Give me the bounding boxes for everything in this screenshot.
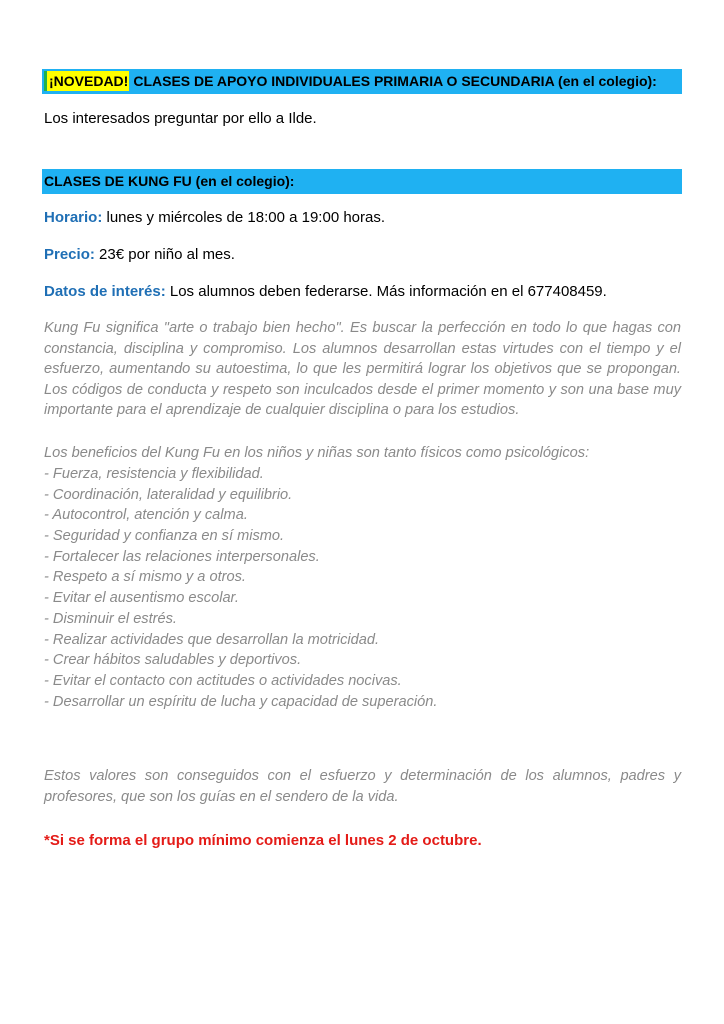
benefit-item: - Disminuir el estrés. (44, 610, 177, 627)
benefits-list (44, 464, 681, 712)
datos-value: Los alumnos deben federarse. Más información en el 677408459. (165, 283, 607, 300)
benefit-item: - Fortalecer las relaciones interpersonales. (44, 548, 320, 565)
precio-line (44, 245, 235, 265)
benefit-item: - Desarrollar un espíritu de lucha y capacidad de superación. (44, 693, 438, 710)
benefit-item: - Evitar el contacto con actitudes o actividades nocivas. (44, 672, 402, 689)
horario-value: lunes y miércoles de 18:00 a 19:00 horas. (102, 209, 386, 226)
benefit-item: - Autocontrol, atención y calma. (44, 507, 248, 524)
benefits-intro: Los beneficios del Kung Fu en los niños y niñas son tanto físicos como psicológicos: (44, 445, 590, 461)
precio-value: 23€ por niño al mes. (94, 246, 235, 263)
section-heading-apoyo (42, 69, 682, 94)
closing-paragraph: Estos valores son conseguidos con el esfuerzo y determinación de los alumnos, padres y profesores, que son los guías en el sendero de la vida. (44, 768, 681, 805)
datos-label: Datos de interés: (44, 283, 166, 300)
horario-line (44, 208, 385, 228)
horario-label: Horario: (44, 209, 103, 226)
benefit-item: - Coordinación, lateralidad y equilibrio. (44, 486, 293, 503)
section-title-kungfu: CLASES DE KUNG FU (en el colegio): (44, 173, 295, 189)
novedad-badge: ¡NOVEDAD! (44, 71, 129, 91)
start-date-note: *Si se forma el grupo mínimo comienza el lunes 2 de octubre. (44, 832, 482, 849)
section-title-apoyo: CLASES DE APOYO INDIVIDUALES PRIMARIA O SECUNDARIA (en el colegio): (133, 73, 657, 89)
datos-line (44, 282, 607, 302)
benefit-item: - Crear hábitos saludables y deportivos. (44, 652, 302, 669)
benefit-item: - Realizar actividades que desarrollan la motricidad. (44, 631, 380, 648)
benefit-item: - Respeto a sí mismo y a otros. (44, 569, 246, 586)
benefit-item: - Fuerza, resistencia y flexibilidad. (44, 466, 264, 482)
benefit-item: - Evitar el ausentismo escolar. (44, 590, 239, 607)
apoyo-info-text: Los interesados preguntar por ello a Ilde. (44, 110, 317, 127)
precio-label: Precio: (44, 246, 95, 263)
kungfu-description: Kung Fu significa "arte o trabajo bien hecho". Es buscar la perfección en todo lo que hagas con constancia, disciplina y compromiso. Los alumnos desarrollan estas virtudes con el tiempo y el esfuerzo, aumentando su autoestima, lo que les permitirá lograr los objetivos que se propongan. Los códigos de conducta y respeto son inculcados desde el primer momento y son una base muy importante para el aprendizaje de cualquier disciplina o para los estudios. (44, 320, 681, 419)
section-heading-kungfu (42, 169, 682, 194)
benefit-item: - Seguridad y confianza en sí mismo. (44, 528, 285, 545)
